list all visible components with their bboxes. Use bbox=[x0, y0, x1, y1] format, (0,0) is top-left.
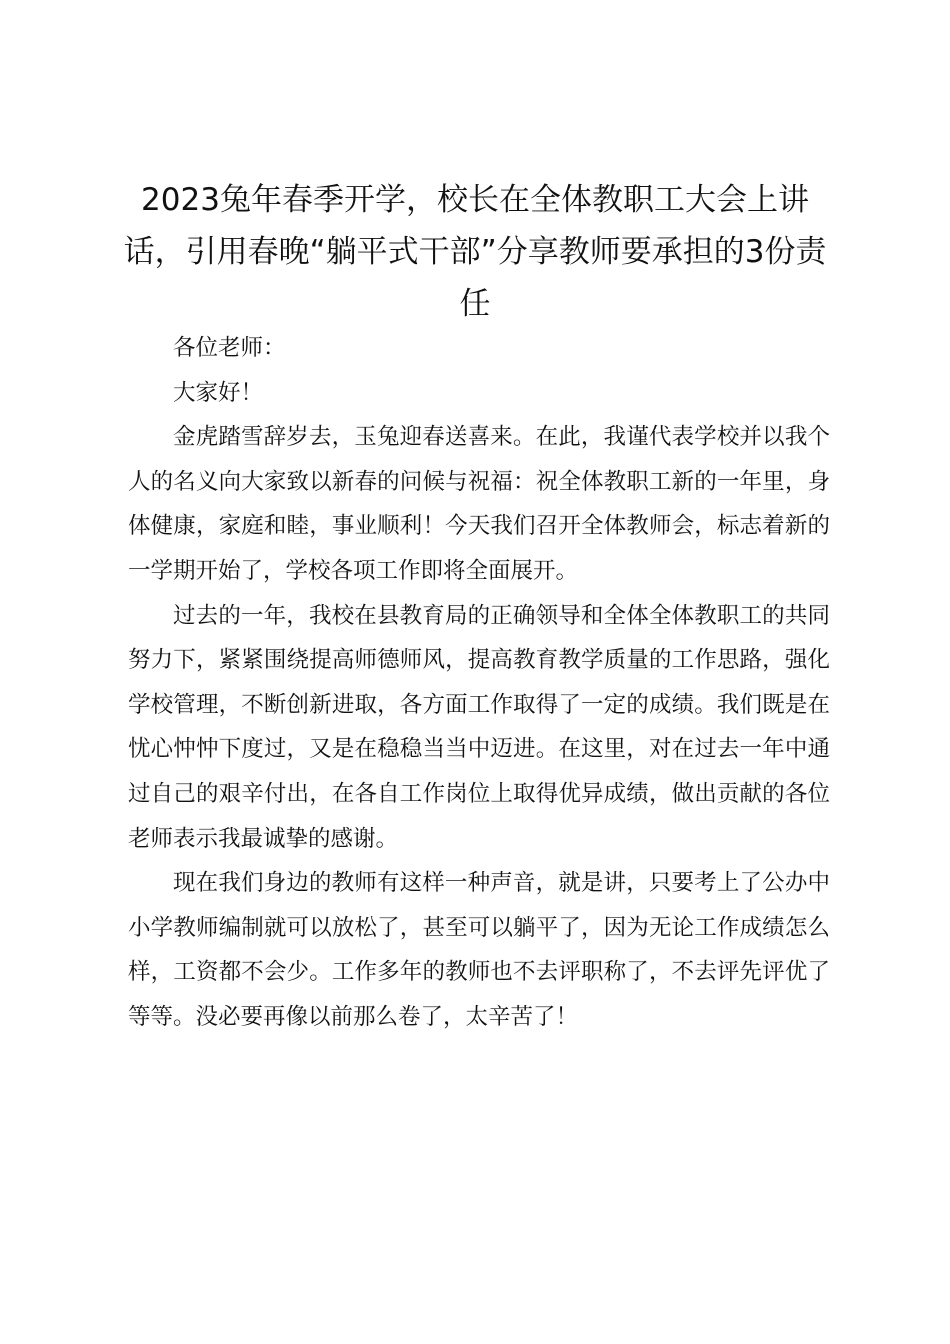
salutation: 各位老师： bbox=[173, 335, 286, 361]
paragraph-new-year-wishes: 金虎踏雪辞岁去，玉兔迎春送喜来。在此，我谨代表学校并以我个人的名义向大家致以新春的问候与祝福：祝全体教职工新的一年里，身体健康，家庭和睦，事业顺利！今天我们召开全体教师会，标志着新的一学期开始了，学校各项工作即将全面展开。 bbox=[128, 424, 830, 584]
paragraph-lying-flat-voices: 现在我们身边的教师有这样一种声音，就是讲，只要考上了公办中小学教师编制就可以放松了，甚至可以躺平了，因为无论工作成绩怎么样，工资都不会少。工作多年的教师也不去评职称了，不去评先评优了等等。没必要再像以前那么卷了，太辛苦了！ bbox=[128, 870, 830, 1030]
document-body bbox=[128, 326, 830, 1040]
greeting: 大家好！ bbox=[173, 379, 264, 406]
paragraph-past-year-review: 过去的一年，我校在县教育局的正确领导和全体全体教职工的共同努力下，紧紧围绕提高师德师风，提高教育教学质量的工作思路，强化学校管理，不断创新进取，各方面工作取得了一定的成绩。我们既是在忧心忡忡下度过，又是在稳稳当当中迈进。在这里，对在过去一年中通过自己的艰辛付出，在各自工作岗位上取得优异成绩，做出贡献的各位老师表示我最诚挚的感谢。 bbox=[128, 602, 830, 852]
document-title: 2023兔年春季开学，校长在全体教职工大会上讲话，引用春晚“躺平式干部”分享教师要承担的3份责任 bbox=[123, 182, 827, 322]
